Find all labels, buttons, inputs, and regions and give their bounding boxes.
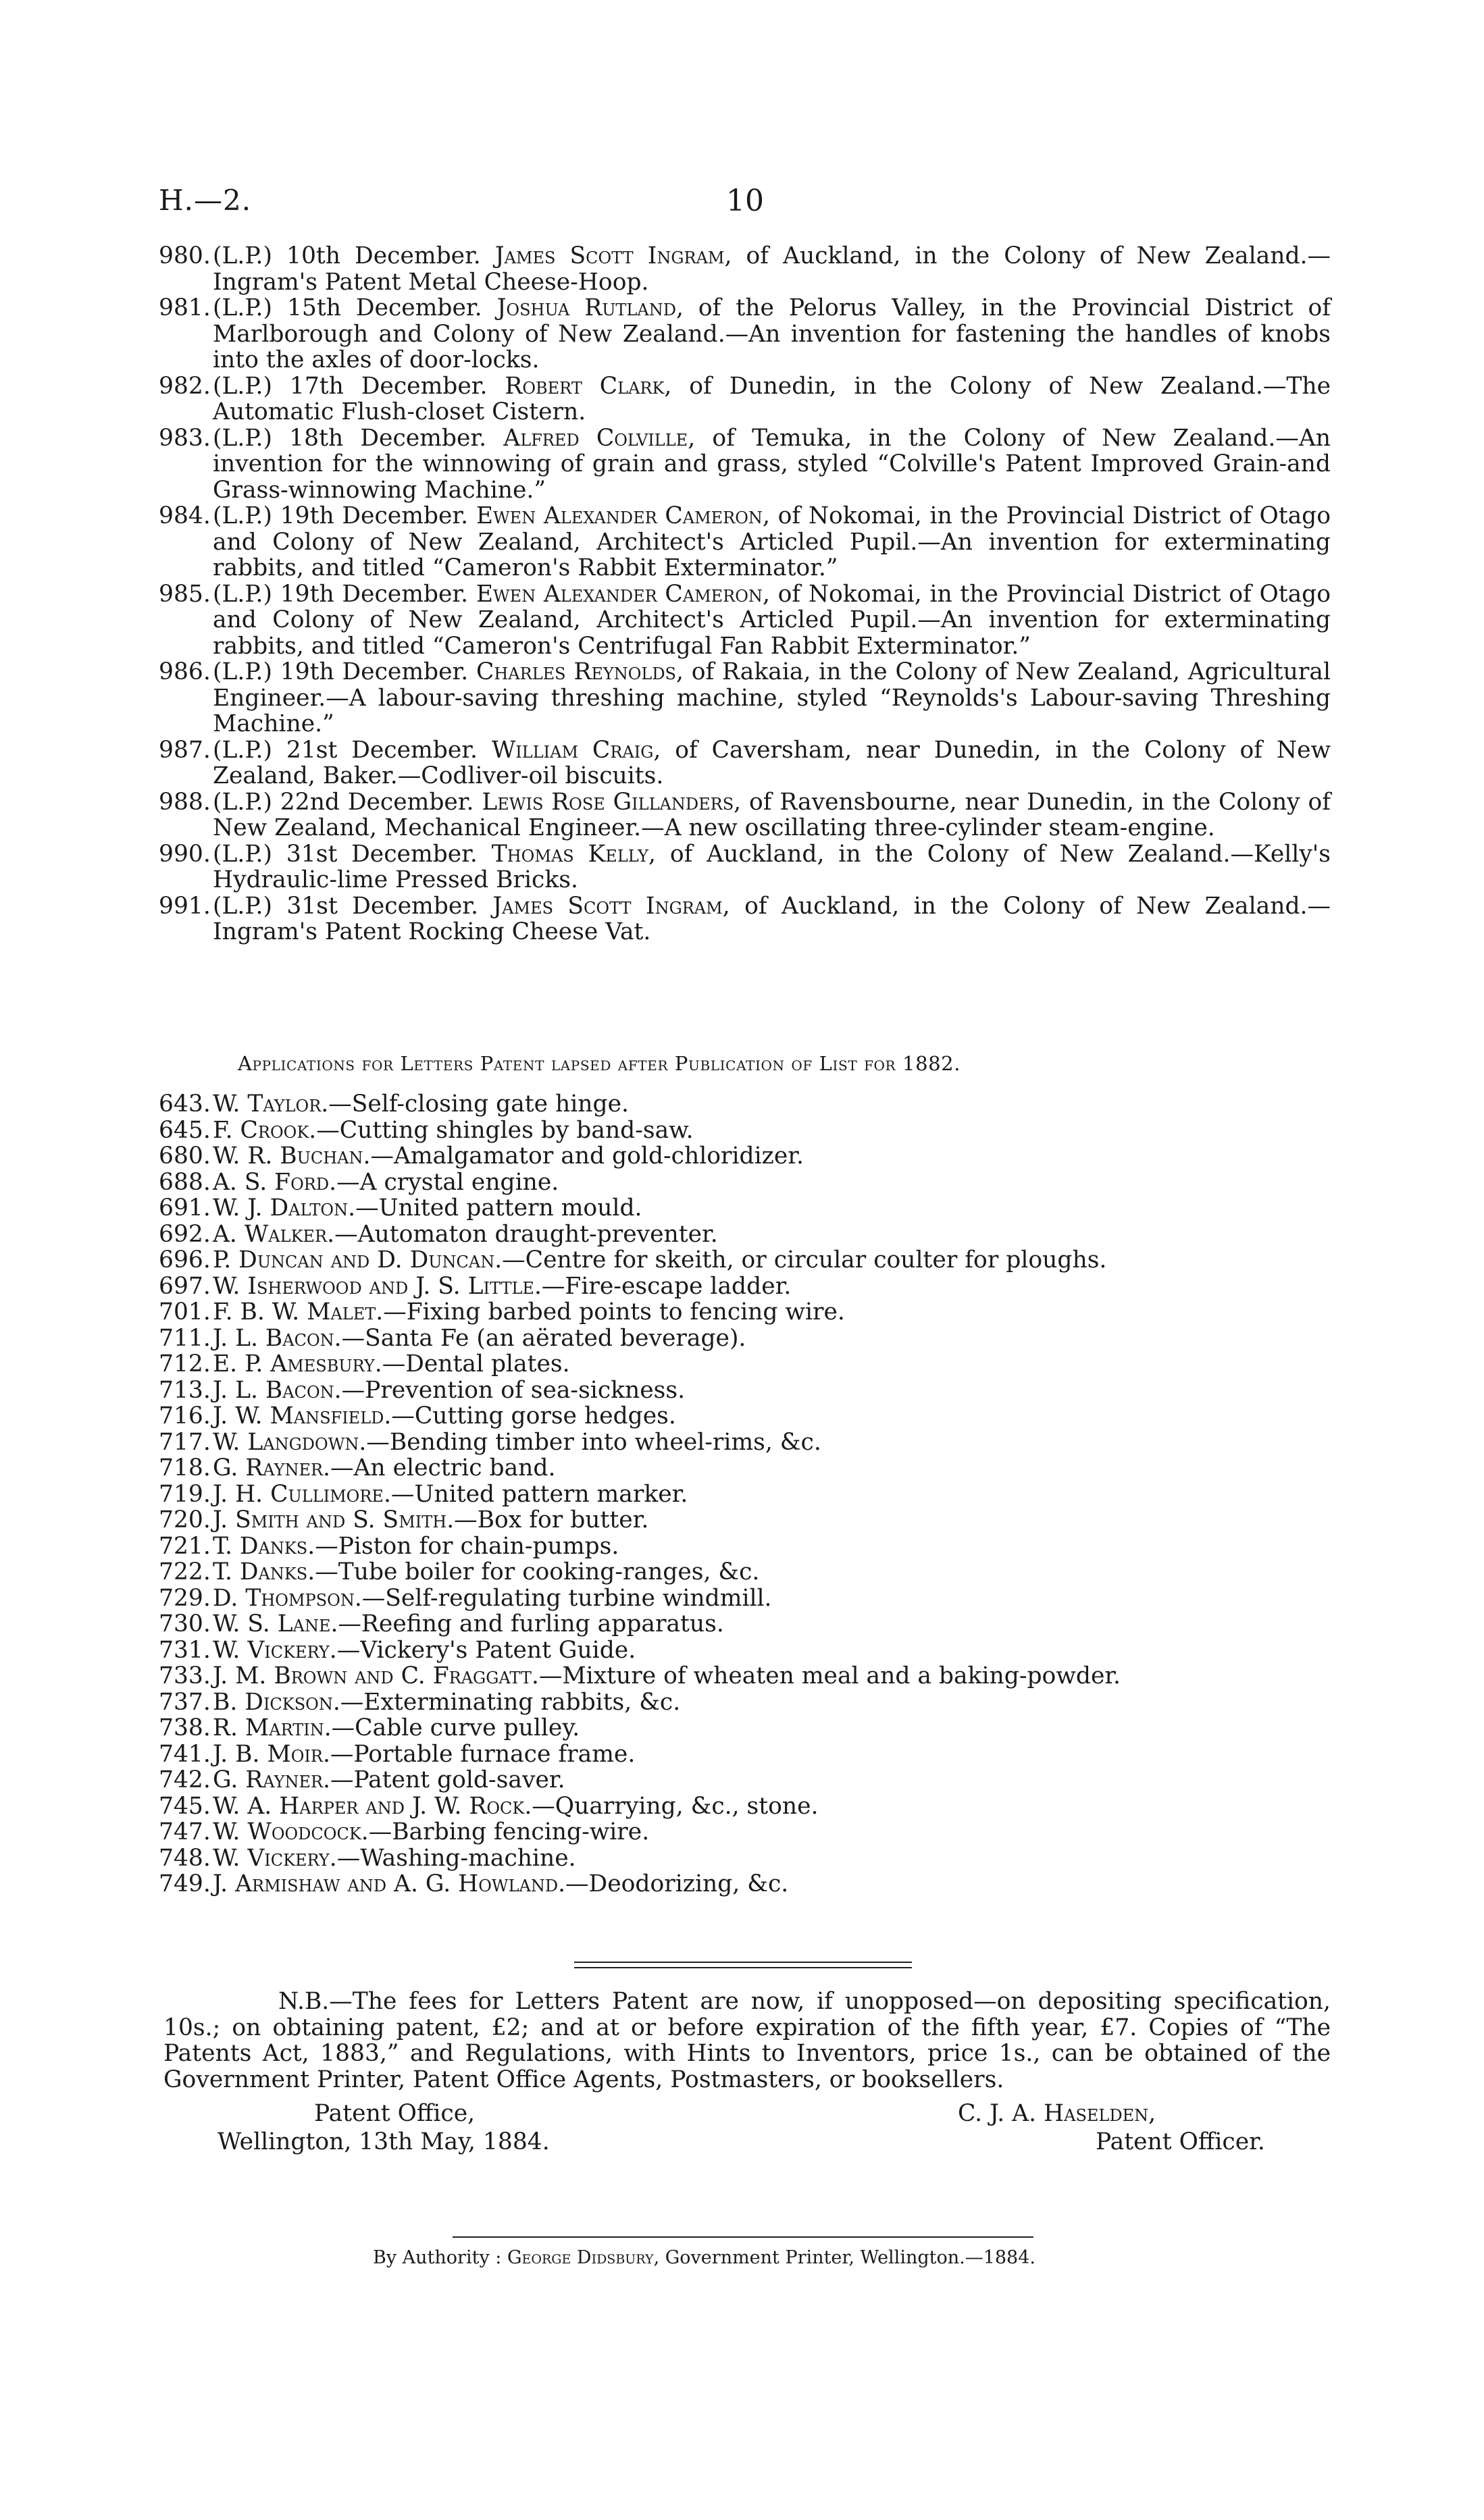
lapsed-description xyxy=(213,1325,746,1352)
lapsed-number: 737. xyxy=(159,1688,211,1716)
patent-entry xyxy=(159,659,1331,737)
applicant-name: Ewen Alexander Cameron xyxy=(476,580,763,608)
patent-description xyxy=(213,737,1331,789)
patent-description xyxy=(213,893,1331,945)
lapsed-invention: .—Piston for chain-pumps. xyxy=(307,1532,619,1560)
lapsed-invention: .—Cable curve pulley. xyxy=(324,1714,580,1741)
patent-number: 980. xyxy=(159,242,211,269)
patent-date: (L.P.) 19th December. xyxy=(213,580,469,608)
lapsed-number: 742. xyxy=(159,1766,211,1793)
lapsed-description xyxy=(213,1585,772,1612)
lapsed-description xyxy=(213,1222,718,1248)
lapsed-entry xyxy=(159,1351,1331,1377)
patent-number: 987. xyxy=(159,736,211,764)
lapsed-applicant: J. Smith and S. Smith xyxy=(213,1506,447,1533)
applicant-name: Alfred Colville xyxy=(503,424,688,452)
lapsed-number: 721. xyxy=(159,1532,211,1560)
lapsed-invention: .—Bending timber into wheel-rims, &c. xyxy=(359,1428,821,1456)
fees-notice: N.B.—The fees for Letters Patent are now, if unopposed—on depositing specification, 10s.; on obtaining patent, £2; and at or before expiration of the fifth year, £7. Copies of “The Patents Act, 1883,” and Regulations, with Hints to Inventors, price 1s., can be obtained of the Government Printer, Patent Office Agents, Postmasters, or booksellers. xyxy=(163,1988,1331,2093)
lapsed-number: 718. xyxy=(159,1454,211,1481)
lapsed-entry xyxy=(159,1663,1331,1689)
section-rule-top xyxy=(574,1962,912,1963)
lapsed-invention: .—Automaton draught-preventer. xyxy=(327,1220,718,1248)
lapsed-invention: .—Fire-escape ladder. xyxy=(534,1272,792,1300)
lapsed-applicant: W. Vickery xyxy=(213,1636,330,1664)
lapsed-invention: .—Amalgamator and gold-chloridizer. xyxy=(363,1143,804,1170)
lapsed-applicant: W. A. Harper and J. W. Rock xyxy=(213,1792,525,1820)
lapsed-number: 749. xyxy=(159,1870,211,1897)
lapsed-description xyxy=(213,1091,629,1118)
lapsed-invention: .—Santa Fe (an aërated beverage). xyxy=(334,1324,746,1352)
lapsed-applicant: W. Langdown xyxy=(213,1428,359,1456)
patent-date: (L.P.) 17th December. xyxy=(213,372,488,400)
patent-description xyxy=(213,503,1331,581)
lapsed-description xyxy=(213,1741,635,1768)
lapsed-entry xyxy=(159,1143,1331,1170)
lapsed-entry xyxy=(159,1819,1331,1845)
patent-date: (L.P.) 10th December. xyxy=(213,242,481,269)
lapsed-entry xyxy=(159,1429,1331,1456)
patent-number: 988. xyxy=(159,788,211,816)
applicant-name: Ewen Alexander Cameron xyxy=(476,502,763,529)
lapsed-description xyxy=(213,1715,580,1741)
patent-entry xyxy=(159,841,1331,893)
patent-details: , of Nokomai, in the Provincial District of Otago and Colony of New Zealand, Architect's Articled Pupil.—An invention for exterminating rabbits, and titled “Cameron's Rabbit Exterminator.” xyxy=(213,502,1331,581)
applicant-name: James Scott Ingram xyxy=(494,242,725,269)
lapsed-description xyxy=(213,1299,845,1325)
lapsed-applicant: P. Duncan and D. Duncan xyxy=(213,1246,495,1274)
lapsed-description xyxy=(213,1871,788,1897)
lapsed-applicant: J. L. Bacon xyxy=(213,1324,334,1352)
lapsed-entry xyxy=(159,1715,1331,1741)
lapsed-invention: .—Self-closing gate hinge. xyxy=(321,1091,629,1118)
lapsed-entry xyxy=(159,1091,1331,1118)
patent-number: 982. xyxy=(159,372,211,400)
lapsed-description xyxy=(213,1195,642,1222)
lapsed-description xyxy=(213,1819,649,1845)
page-header xyxy=(159,184,1327,224)
lapsed-invention: .—Centre for skeith, or circular coulter for ploughs. xyxy=(494,1246,1107,1274)
lapsed-description xyxy=(213,1403,676,1429)
lapsed-invention: .—An electric band. xyxy=(323,1454,556,1481)
lapsed-applicant: J. L. Bacon xyxy=(213,1376,334,1404)
lapsed-number: 691. xyxy=(159,1195,211,1222)
patent-number: 990. xyxy=(159,840,211,868)
patent-date: (L.P.) 22nd December. xyxy=(213,788,474,816)
patent-number: 986. xyxy=(159,658,211,685)
footer-rule xyxy=(453,2236,1033,2238)
lapsed-number: 717. xyxy=(159,1428,211,1456)
lapsed-applicant: W. Vickery xyxy=(213,1844,330,1872)
lapsed-invention: .—Fixing barbed points to fencing wire. xyxy=(376,1298,845,1325)
patent-entry xyxy=(159,581,1331,660)
lapsed-entry xyxy=(159,1767,1331,1793)
lapsed-entry xyxy=(159,1793,1331,1820)
lapsed-number: 711. xyxy=(159,1324,211,1352)
signature-office: Patent Office, xyxy=(314,2100,476,2127)
lapsed-applicant: J. Armishaw and A. G. Howland xyxy=(213,1870,559,1897)
patent-details: , of Auckland, in the Colony of New Zealand.—Ingram's Patent Metal Cheese-Hoop. xyxy=(213,242,1331,296)
document-reference: H.—2. xyxy=(159,184,252,217)
lapsed-number: 688. xyxy=(159,1168,211,1196)
lapsed-description xyxy=(213,1637,636,1664)
patent-description xyxy=(213,789,1331,841)
lapsed-entry xyxy=(159,1481,1331,1508)
patent-number: 984. xyxy=(159,502,211,529)
lapsed-number: 729. xyxy=(159,1584,211,1612)
lapsed-description xyxy=(213,1689,680,1716)
lapsed-description xyxy=(213,1663,1121,1689)
signature-name: C. J. A. Haselden, xyxy=(958,2100,1156,2127)
lapsed-number: 645. xyxy=(159,1116,211,1144)
lapsed-number: 733. xyxy=(159,1662,211,1689)
lapsed-invention: .—Tube boiler for cooking-ranges, &c. xyxy=(307,1558,760,1585)
lapsed-entry xyxy=(159,1559,1331,1585)
lapsed-entry xyxy=(159,1299,1331,1325)
lapsed-number: 741. xyxy=(159,1740,211,1768)
lapsed-applicant: G. Rayner xyxy=(213,1454,324,1481)
patent-entry xyxy=(159,503,1331,581)
lapsed-entry xyxy=(159,1274,1331,1300)
lapsed-entry xyxy=(159,1247,1331,1274)
patent-details: , of Auckland, in the Colony of New Zealand.—Ingram's Patent Rocking Cheese Vat. xyxy=(213,892,1331,945)
patent-date: (L.P.) 19th December. xyxy=(213,658,469,685)
lapsed-applicant: W. J. Dalton xyxy=(213,1195,349,1222)
lapsed-description xyxy=(213,1481,688,1508)
patent-entry xyxy=(159,295,1331,373)
patent-date: (L.P.) 19th December. xyxy=(213,502,469,529)
lapsed-applicant: T. Danks xyxy=(213,1558,308,1585)
imprint-suffix: , Government Printer, Wellington.—1884. xyxy=(653,2247,1035,2268)
patent-entry xyxy=(159,789,1331,841)
patent-description xyxy=(213,581,1331,660)
patent-details: , of Rakaia, in the Colony of New Zealand, Agricultural Engineer.—A labour-saving threshing machine, styled “Reynolds's Labour-saving Threshing Machine.” xyxy=(213,658,1331,737)
lapsed-number: 747. xyxy=(159,1818,211,1845)
patent-description xyxy=(213,659,1331,737)
lapsed-entry xyxy=(159,1195,1331,1222)
lapsed-number: 720. xyxy=(159,1506,211,1533)
lapsed-number: 719. xyxy=(159,1480,211,1508)
lapsed-applicant: D. Thompson xyxy=(213,1584,355,1612)
page-number: 10 xyxy=(726,184,764,218)
lapsed-entry xyxy=(159,1871,1331,1897)
lapsed-applicant: A. S. Ford xyxy=(213,1168,330,1196)
lapsed-applicant: F. Crook xyxy=(213,1116,309,1144)
patent-entry xyxy=(159,373,1331,425)
lapsed-description xyxy=(213,1429,821,1456)
lapsed-invention: .—Cutting gorse hedges. xyxy=(384,1402,676,1429)
applicant-name: Thomas Kelly xyxy=(491,840,649,868)
lapsed-number: 712. xyxy=(159,1350,211,1377)
patent-number: 981. xyxy=(159,294,211,321)
lapsed-applicant: W. S. Lane xyxy=(213,1610,331,1637)
applicant-name: Joshua Rutland xyxy=(496,294,676,321)
patent-details: , of Nokomai, in the Provincial District of Otago and Colony of New Zealand, Architect's Articled Pupil.—An invention for exterminating rabbits, and titled “Cameron's Centrifugal Fan Rabbit Exterminator.” xyxy=(213,580,1331,660)
patent-description xyxy=(213,841,1331,893)
lapsed-section-title: Applications for Letters Patent lapsed after Publication of List for 1882. xyxy=(238,1052,961,1075)
lapsed-number: 692. xyxy=(159,1220,211,1248)
lapsed-number: 696. xyxy=(159,1246,211,1274)
lapsed-entry xyxy=(159,1507,1331,1533)
lapsed-invention: .—Washing-machine. xyxy=(329,1844,576,1872)
lapsed-number: 722. xyxy=(159,1558,211,1585)
lapsed-list xyxy=(159,1091,1331,1897)
patent-number: 991. xyxy=(159,892,211,920)
lapsed-description xyxy=(213,1351,570,1377)
patent-details: , of Temuka, in the Colony of New Zealand.—An invention for the winnowing of grain and grass, styled “Colville's Patent Improved Grain-and Grass-winnowing Machine.” xyxy=(213,424,1331,504)
lapsed-description xyxy=(213,1507,648,1533)
printer-name: George Didsbury xyxy=(507,2247,654,2268)
patent-date: (L.P.) 15th December. xyxy=(213,294,482,321)
lapsed-entry xyxy=(159,1611,1331,1637)
lapsed-number: 643. xyxy=(159,1091,211,1118)
applicant-name: Robert Clark xyxy=(505,372,665,400)
patent-description xyxy=(213,425,1331,504)
patent-entry xyxy=(159,737,1331,789)
lapsed-description xyxy=(213,1767,565,1793)
lapsed-entry xyxy=(159,1533,1331,1560)
lapsed-entry xyxy=(159,1170,1331,1196)
lapsed-invention: .—A crystal engine. xyxy=(329,1168,559,1196)
lapsed-invention: .—Reefing and furling apparatus. xyxy=(330,1610,724,1637)
lapsed-applicant: W. Taylor xyxy=(213,1091,322,1118)
patent-number: 983. xyxy=(159,424,211,452)
lapsed-number: 716. xyxy=(159,1402,211,1429)
lapsed-description xyxy=(213,1247,1106,1274)
patent-description xyxy=(213,295,1331,373)
lapsed-description xyxy=(213,1118,694,1144)
lapsed-applicant: R. Martin xyxy=(213,1714,324,1741)
patent-description xyxy=(213,373,1331,425)
patent-entry xyxy=(159,893,1331,945)
section-rule-bottom xyxy=(574,1967,912,1968)
patent-date: (L.P.) 31st December. xyxy=(213,840,478,868)
lapsed-entry xyxy=(159,1741,1331,1768)
applicant-name: Charles Reynolds xyxy=(476,658,676,685)
lapsed-number: 731. xyxy=(159,1636,211,1664)
lapsed-invention: .—Cutting shingles by band-saw. xyxy=(309,1116,694,1144)
lapsed-entry xyxy=(159,1585,1331,1612)
lapsed-invention: .—Quarrying, &c., stone. xyxy=(524,1792,819,1820)
applicant-name: James Scott Ingram xyxy=(492,892,723,920)
lapsed-applicant: B. Dickson xyxy=(213,1688,333,1716)
imprint-prefix: By Authority : xyxy=(373,2247,507,2268)
lapsed-entry xyxy=(159,1455,1331,1481)
lapsed-description xyxy=(213,1845,576,1872)
lapsed-description xyxy=(213,1559,759,1585)
lapsed-applicant: J. W. Mansfield xyxy=(213,1402,384,1429)
lapsed-number: 748. xyxy=(159,1844,211,1872)
patent-date: (L.P.) 18th December. xyxy=(213,424,487,452)
patent-entry xyxy=(159,243,1331,295)
lapsed-invention: .—Exterminating rabbits, &c. xyxy=(332,1688,681,1716)
lapsed-invention: .—Prevention of sea-sickness. xyxy=(334,1376,686,1404)
lapsed-applicant: J. M. Brown and C. Fraggatt xyxy=(213,1662,532,1689)
lapsed-entry xyxy=(159,1222,1331,1248)
lapsed-entry xyxy=(159,1845,1331,1872)
patent-details: , of Dunedin, in the Colony of New Zealand.—The Automatic Flush-closet Cistern. xyxy=(213,372,1331,425)
lapsed-description xyxy=(213,1611,724,1637)
lapsed-description xyxy=(213,1170,559,1196)
lapsed-applicant: W. Woodcock xyxy=(213,1818,361,1845)
lapsed-invention: .—Self-regulating turbine windmill. xyxy=(354,1584,772,1612)
lapsed-entry xyxy=(159,1325,1331,1352)
lapsed-number: 738. xyxy=(159,1714,211,1741)
lapsed-number: 680. xyxy=(159,1143,211,1170)
signature-date: Wellington, 13th May, 1884. xyxy=(218,2128,550,2155)
lapsed-entry xyxy=(159,1118,1331,1144)
patent-details: , of Caversham, near Dunedin, in the Colony of New Zealand, Baker.—Codliver-oil biscuits. xyxy=(213,736,1331,789)
lapsed-number: 697. xyxy=(159,1272,211,1300)
lapsed-entry xyxy=(159,1689,1331,1716)
lapsed-invention: .—Mixture of wheaten meal and a baking-powder. xyxy=(531,1662,1121,1689)
patent-details: , of the Pelorus Valley, in the Provincial District of Marlborough and Colony of New Zealand.—An invention for fastening the handles of knobs into the axles of door-locks. xyxy=(213,294,1331,373)
lapsed-applicant: W. R. Buchan xyxy=(213,1143,363,1170)
lapsed-entry xyxy=(159,1377,1331,1404)
lapsed-invention: .—Box for butter. xyxy=(446,1506,649,1533)
patent-entry xyxy=(159,425,1331,504)
lapsed-invention: .—Dental plates. xyxy=(374,1350,570,1377)
patent-details: , of Ravensbourne, near Dunedin, in the Colony of New Zealand, Mechanical Engineer.—A new oscillating three-cylinder steam-engine. xyxy=(213,788,1331,841)
printer-imprint xyxy=(373,2247,1035,2268)
lapsed-number: 745. xyxy=(159,1792,211,1820)
signature-title: Patent Officer. xyxy=(1096,2128,1265,2155)
lapsed-description xyxy=(213,1143,804,1170)
lapsed-applicant: A. Walker xyxy=(213,1220,328,1248)
lapsed-entry xyxy=(159,1403,1331,1429)
lapsed-description xyxy=(213,1274,791,1300)
lapsed-description xyxy=(213,1533,619,1560)
patent-number: 985. xyxy=(159,580,211,608)
applicant-name: Lewis Rose Gillanders xyxy=(482,788,734,816)
lapsed-invention: .—Patent gold-saver. xyxy=(323,1766,565,1793)
lapsed-applicant: E. P. Amesbury xyxy=(213,1350,375,1377)
patent-list xyxy=(159,243,1331,945)
lapsed-applicant: J. B. Moir xyxy=(213,1740,323,1768)
patent-description xyxy=(213,243,1331,295)
lapsed-applicant: G. Rayner xyxy=(213,1766,324,1793)
patent-date: (L.P.) 21st December. xyxy=(213,736,478,764)
lapsed-invention: .—Portable furnace frame. xyxy=(322,1740,636,1768)
lapsed-invention: .—Deodorizing, &c. xyxy=(558,1870,789,1897)
lapsed-number: 713. xyxy=(159,1376,211,1404)
lapsed-invention: .—Barbing fencing-wire. xyxy=(361,1818,650,1845)
applicant-name: William Craig xyxy=(491,736,654,764)
lapsed-applicant: W. Isherwood and J. S. Little xyxy=(213,1272,534,1300)
lapsed-entry xyxy=(159,1637,1331,1664)
lapsed-description xyxy=(213,1793,819,1820)
lapsed-invention: .—Vickery's Patent Guide. xyxy=(329,1636,636,1664)
lapsed-number: 730. xyxy=(159,1610,211,1637)
lapsed-applicant: F. B. W. Malet xyxy=(213,1298,376,1325)
patent-details: , of Auckland, in the Colony of New Zealand.—Kelly's Hydraulic-lime Pressed Bricks. xyxy=(213,840,1331,893)
lapsed-description xyxy=(213,1377,685,1404)
patent-date: (L.P.) 31st December. xyxy=(213,892,478,920)
lapsed-description xyxy=(213,1455,555,1481)
lapsed-applicant: T. Danks xyxy=(213,1532,308,1560)
lapsed-number: 701. xyxy=(159,1298,211,1325)
lapsed-invention: .—United pattern marker. xyxy=(383,1480,688,1508)
lapsed-applicant: J. H. Cullimore xyxy=(213,1480,384,1508)
lapsed-invention: .—United pattern mould. xyxy=(348,1195,642,1222)
